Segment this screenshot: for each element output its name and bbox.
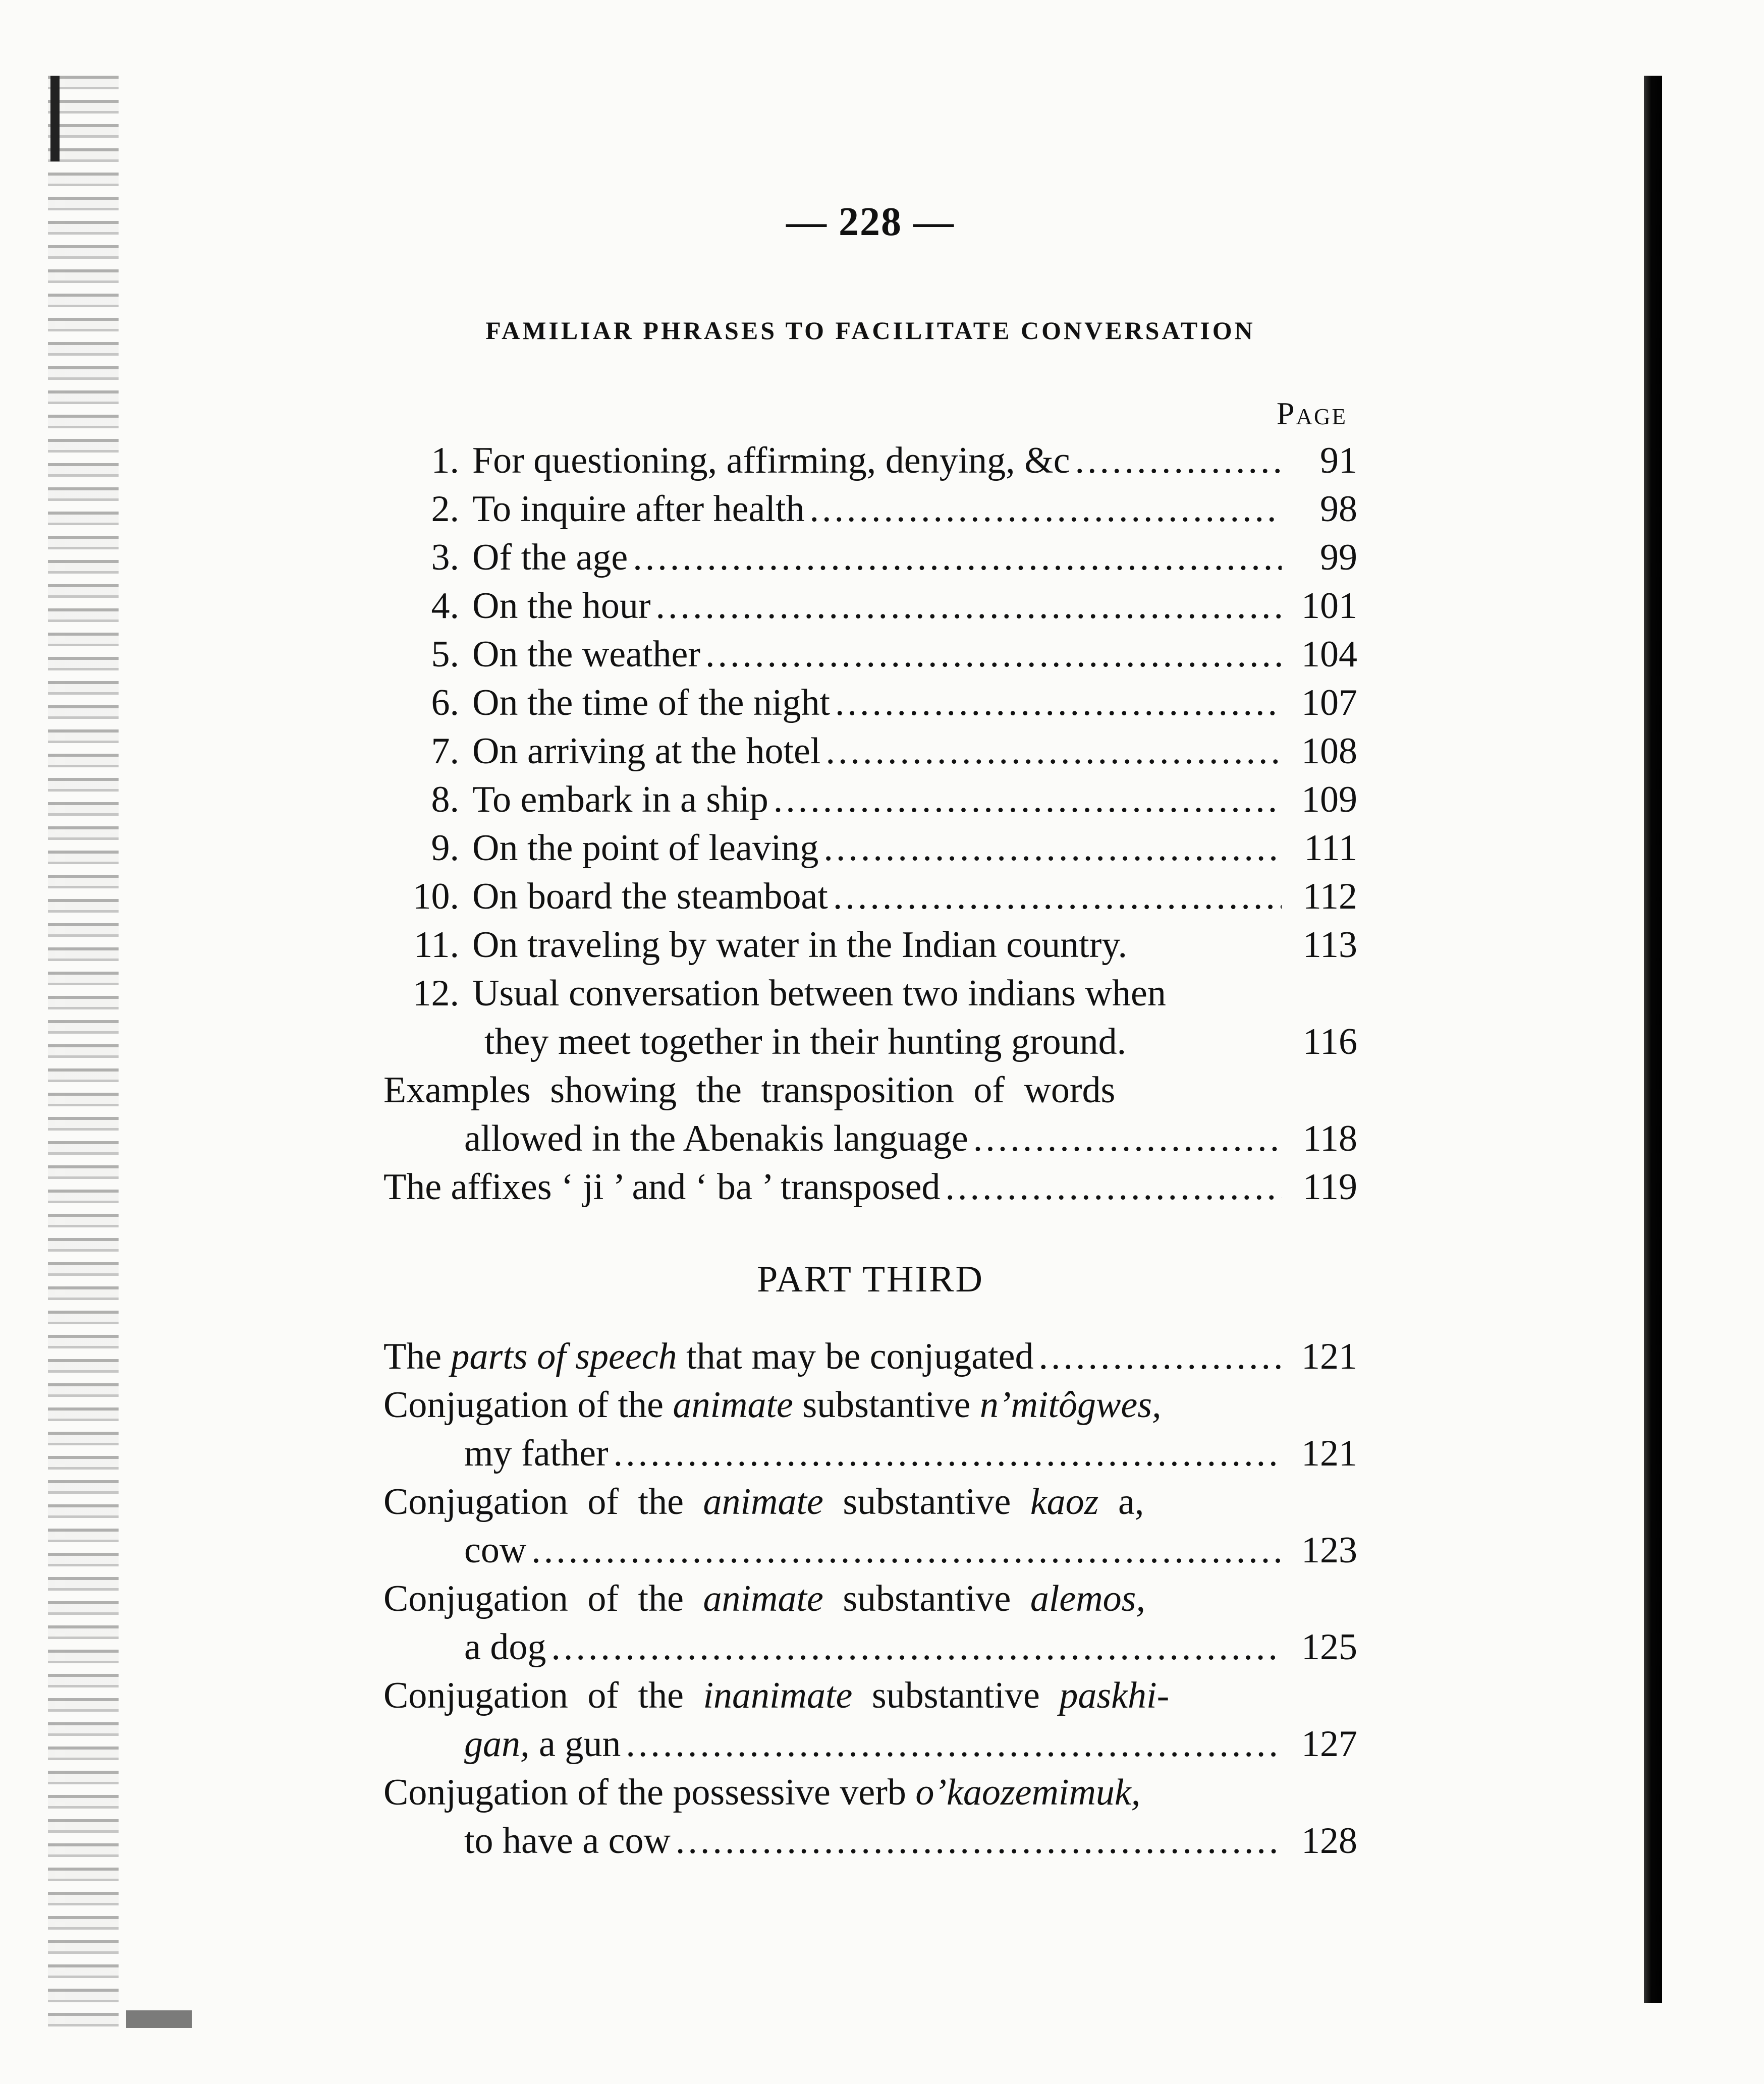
toc-entry [383, 630, 1357, 679]
toc-entry-line2 [383, 1526, 1357, 1574]
entry-number: 3. [431, 537, 459, 578]
toc-entry [383, 872, 1357, 921]
toc-entry [383, 727, 1357, 775]
leader-dots [774, 775, 1282, 824]
leader-dots [633, 533, 1282, 582]
leader-dots [1038, 1332, 1282, 1381]
entry-page: 112 [1302, 876, 1357, 917]
leader-dots [551, 1623, 1282, 1671]
entry-page: 127 [1301, 1723, 1357, 1765]
entry-text: cow [464, 1530, 527, 1571]
entry-page: 109 [1301, 779, 1357, 820]
entry-text: The affixes ‘ ji ’ and ‘ ba ’ transposed [383, 1166, 941, 1208]
entry-text: Usual conversation between two indians when [472, 973, 1166, 1014]
leader-dots [809, 485, 1282, 533]
entry-number: 12. [412, 973, 459, 1014]
toc-entry [383, 582, 1357, 630]
entry-page: 113 [1302, 924, 1357, 966]
leader-dots [676, 1817, 1282, 1865]
page-column-label: Page [1276, 396, 1347, 431]
entry-text: The parts of speech that may be conjugated [383, 1336, 1034, 1377]
toc-entry [383, 775, 1357, 824]
leader-dots [973, 1114, 1282, 1163]
leader-dots [945, 1163, 1282, 1211]
entry-text: On board the steamboat [472, 876, 828, 917]
section-title: FAMILIAR PHRASES TO FACILITATE CONVERSATION [485, 316, 1255, 345]
entry-page: 125 [1301, 1626, 1357, 1668]
entry-number: 2. [431, 488, 459, 530]
leader-dots [825, 727, 1282, 775]
entry-text: On traveling by water in the Indian country. [472, 924, 1128, 966]
leader-dots [833, 872, 1282, 921]
entry-page: 118 [1302, 1118, 1357, 1159]
entry-number: 11. [414, 924, 459, 966]
toc-entry-line1 [383, 969, 1357, 1018]
toc-entry-line2 [383, 1018, 1357, 1066]
entry-page: 104 [1301, 634, 1357, 675]
part-heading: PART THIRD [757, 1259, 984, 1300]
toc-entry [383, 533, 1357, 582]
entry-text: Of the age [472, 537, 628, 578]
leader-dots [614, 1429, 1282, 1478]
left-binding-mark [50, 76, 60, 161]
page-number: — 228 — [786, 200, 955, 244]
entry-text: a dog [464, 1626, 546, 1668]
entry-number: 6. [431, 682, 459, 723]
entry-page: 121 [1301, 1336, 1357, 1377]
entry-text: they meet together in their hunting ground. [484, 1021, 1127, 1062]
entry-text: On the point of leaving [472, 827, 819, 869]
leader-dots [531, 1526, 1282, 1574]
entry-text: On the hour [472, 585, 651, 627]
left-binding-shadow [48, 76, 119, 2028]
entry-text: On the time of the night [472, 682, 831, 723]
entry-text: Conjugation of the animate substantive alemos, [383, 1578, 1145, 1619]
entry-number: 4. [431, 585, 459, 627]
leader-dots [705, 630, 1282, 679]
part-entries [383, 1332, 1357, 1865]
toc-entry [383, 1332, 1357, 1381]
leader-dots [823, 824, 1282, 872]
toc-entry [383, 824, 1357, 872]
toc-entry [383, 1163, 1357, 1211]
entry-text: to have a cow [464, 1820, 671, 1862]
toc-entry-line1 [383, 1768, 1357, 1817]
entry-text: Conjugation of the possessive verb o’kaozemimuk, [383, 1772, 1141, 1813]
entry-page: 111 [1304, 827, 1357, 869]
entry-text: Conjugation of the animate substantive kaoz a, [383, 1481, 1144, 1523]
entry-page: 128 [1301, 1820, 1357, 1862]
bottom-left-smudge [126, 2010, 192, 2028]
entry-text: Examples showing the transposition of words [383, 1069, 1116, 1111]
right-page-edge [1644, 76, 1662, 2003]
entry-text: Conjugation of the inanimate substantive paskhi- [383, 1675, 1170, 1716]
entry-number: 5. [431, 634, 459, 675]
entry-page: 107 [1301, 682, 1357, 723]
leader-dots [1075, 436, 1282, 485]
entry-text: To inquire after health [472, 488, 805, 530]
toc-entry-line2 [383, 1817, 1357, 1865]
entry-text: my father [464, 1433, 609, 1474]
entry-page: 116 [1302, 1021, 1357, 1062]
entry-page: 99 [1320, 537, 1357, 578]
entry-text: allowed in the Abenakis language [464, 1118, 968, 1159]
numbered-entries [383, 436, 1357, 1211]
toc-entry [383, 436, 1357, 485]
entry-page: 119 [1302, 1166, 1357, 1208]
toc-entry-line1 [383, 1478, 1357, 1526]
page-content [383, 192, 1357, 1865]
entry-text: To embark in a ship [472, 779, 768, 820]
entry-number: 7. [431, 730, 459, 772]
toc-entry [383, 921, 1357, 969]
entry-page: 101 [1301, 585, 1357, 627]
entry-text: Conjugation of the animate substantive n’mitôgwes, [383, 1384, 1162, 1426]
entry-page: 91 [1320, 440, 1357, 481]
toc-entry [383, 679, 1357, 727]
entry-number: 10. [412, 876, 459, 917]
entry-page: 98 [1320, 488, 1357, 530]
leader-dots [626, 1720, 1282, 1768]
entry-text: gan, a gun [464, 1723, 621, 1765]
entry-number: 9. [431, 827, 459, 869]
entry-page: 108 [1301, 730, 1357, 772]
toc-entry-line1 [383, 1574, 1357, 1623]
toc-entry-line1 [383, 1381, 1357, 1429]
leader-dots [835, 679, 1282, 727]
toc-entry-line1 [383, 1671, 1357, 1720]
toc-entry-line1 [383, 1066, 1357, 1114]
entry-number: 1. [431, 440, 459, 481]
toc-entry-line2 [383, 1114, 1357, 1163]
entry-page: 123 [1301, 1530, 1357, 1571]
leader-dots [656, 582, 1282, 630]
toc-entry-line2 [383, 1720, 1357, 1768]
entry-page: 121 [1301, 1433, 1357, 1474]
toc-entry [383, 485, 1357, 533]
entry-number: 8. [431, 779, 459, 820]
toc-entry-line2 [383, 1429, 1357, 1478]
toc-entry-line2 [383, 1623, 1357, 1671]
entry-text: On arriving at the hotel [472, 730, 821, 772]
entry-text: For questioning, affirming, denying, &c [472, 440, 1070, 481]
entry-text: On the weather [472, 634, 701, 675]
